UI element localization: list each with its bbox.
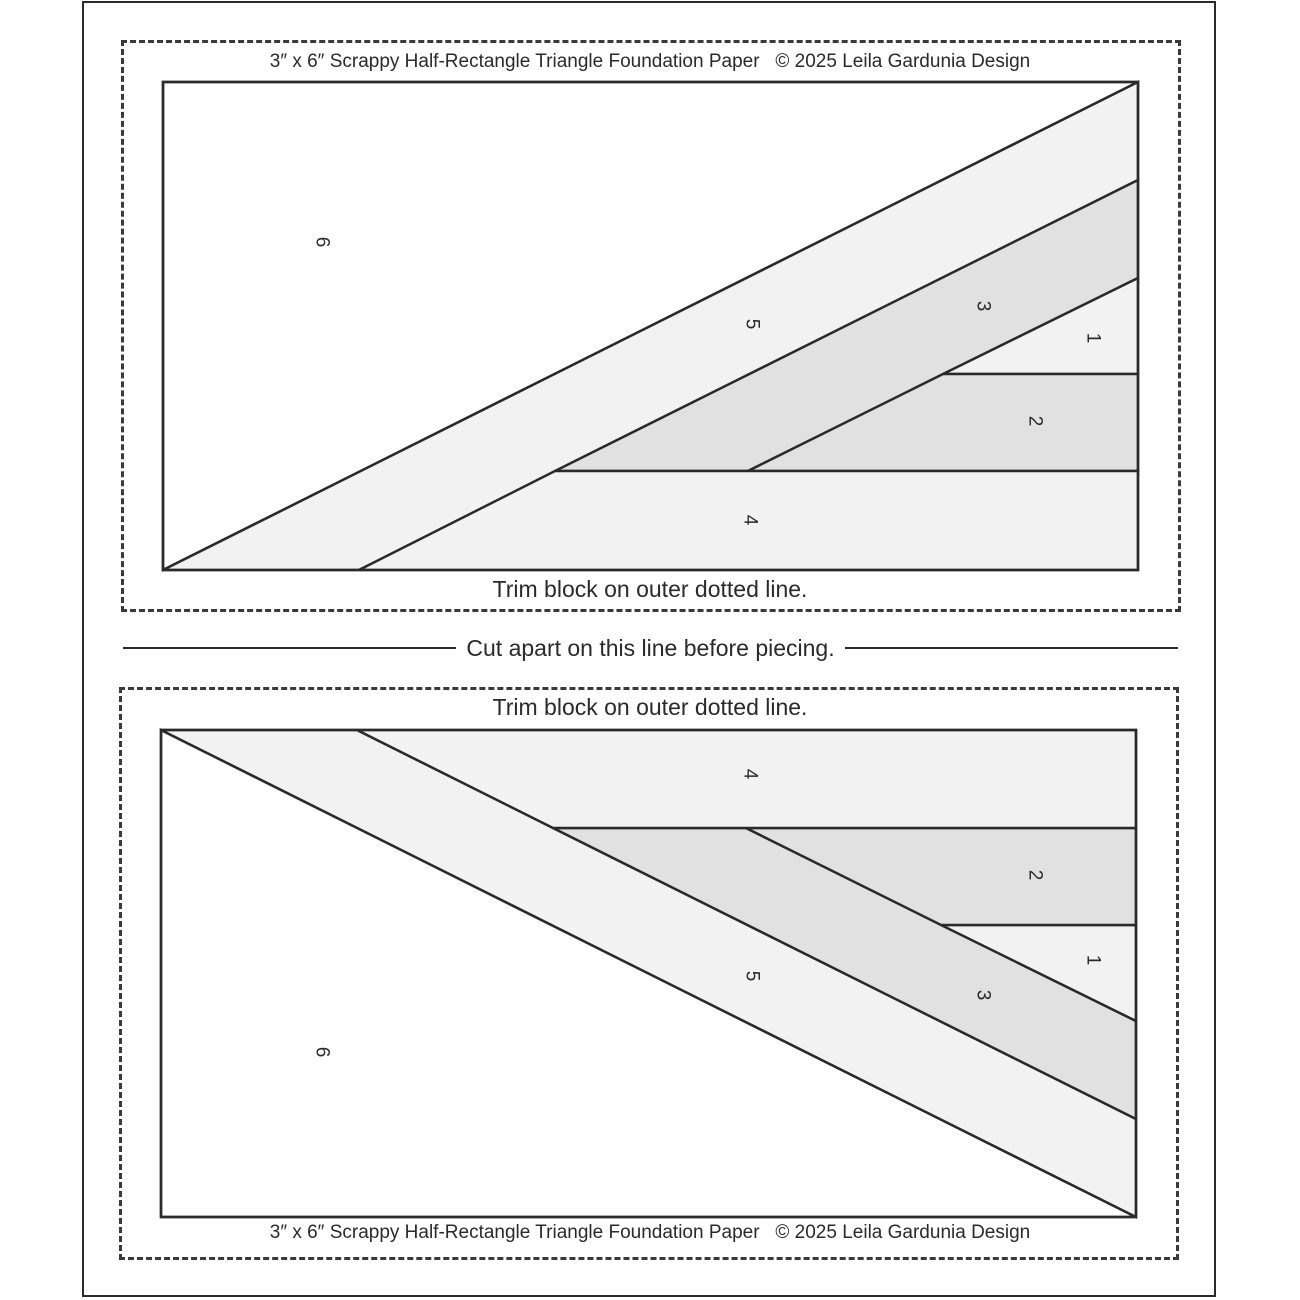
cut-note: Cut apart on this line before piecing. [466, 634, 835, 661]
piece-number-2-bottom: 2 [1024, 869, 1046, 881]
piece-number-4-top: 4 [739, 514, 761, 526]
block-bottom [161, 730, 1136, 1217]
title-text: 3″ x 6″ Scrappy Half-Rectangle Triangle Foundation Paper [269, 1222, 760, 1243]
piece-number-5-bottom: 5 [741, 970, 763, 982]
piece-number-6-top: 6 [311, 236, 333, 248]
copyright-text: © 2025 Leila Gardunia Design [775, 51, 1031, 72]
piece-number-5-top: 5 [741, 318, 763, 330]
copyright-text: © 2025 Leila Gardunia Design [775, 1222, 1031, 1243]
trim-note-top: Trim block on outer dotted line. [492, 576, 808, 602]
piece-number-2-top: 2 [1024, 415, 1046, 427]
piece-number-1-bottom: 1 [1082, 954, 1104, 966]
title-text: 3″ x 6″ Scrappy Half-Rectangle Triangle Foundation Paper [269, 51, 760, 72]
piece-number-1-top: 1 [1082, 332, 1104, 344]
piece-number-3-top: 3 [972, 300, 994, 312]
trim-note-bottom: Trim block on outer dotted line. [492, 694, 808, 720]
piece-number-3-bottom: 3 [972, 989, 994, 1001]
block-top [163, 82, 1138, 570]
piece-number-4-bottom: 4 [739, 768, 761, 780]
piece-number-6-bottom: 6 [311, 1046, 333, 1058]
